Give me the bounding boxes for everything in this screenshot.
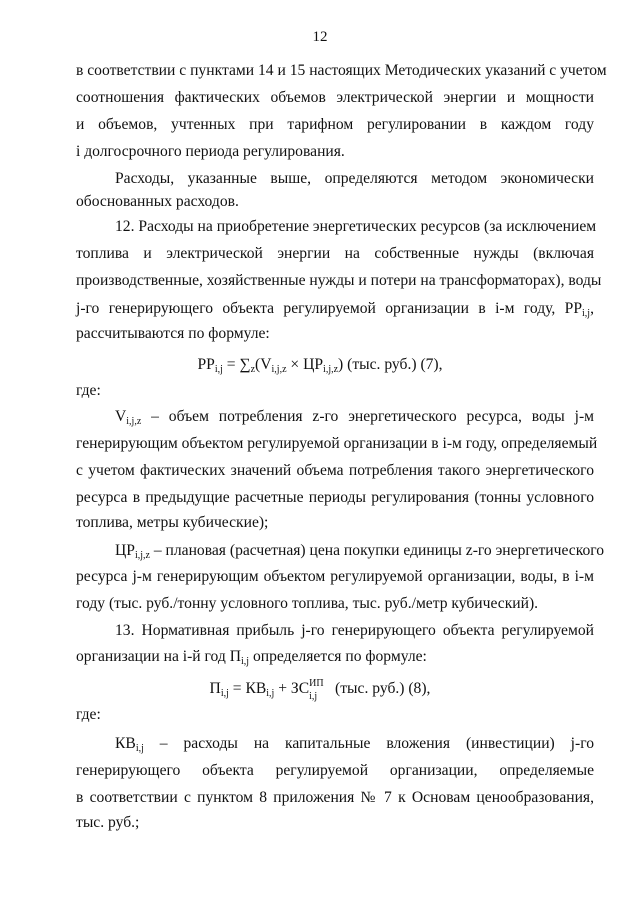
page-number: 12 [312, 29, 328, 45]
text-line: Расходы, указанные выше, определяются методом экономически [115, 170, 594, 187]
text-line: в соответствии с пунктом 8 приложения № 7 к Основам ценообразования, [76, 789, 594, 806]
text-line: производственные, хозяйственные нужды и потери на трансформаторах), воды [76, 272, 602, 289]
text-line: генерирующего объекта регулируемой организации, определяемые [76, 762, 594, 779]
paragraph-13-line: 13. Нормативная прибыль j-го генерирующего объекта регулируемой [115, 622, 594, 639]
text-line: генерирующим объектом регулируемой организации в i-м году, определяемый [76, 435, 598, 452]
text-line: и объемов, учтенных при тарифном регулировании в каждом году [76, 116, 594, 133]
text-line: организации на i-й год $П_{i,j}$ определяется по формуле: [76, 648, 427, 667]
definition-cr: $ЦР_{i,j,z}$ – плановая (расчетная) цена покупки единицы z-го энергетического [115, 542, 605, 561]
text-line: топлива, метры кубические); [76, 514, 269, 531]
text-line: в соответствии с пунктами 14 и 15 настоящих Методических указаний с учетом [76, 62, 607, 79]
text-line: обоснованных расходов. [76, 193, 239, 210]
text-line: j-го генерирующего объекта регулируемой организации в i-м году, $PP_{i,j}$, [76, 300, 594, 319]
text-line: соотношения фактических объемов электрической энергии и мощности [76, 89, 594, 106]
formula-7: $PP_{i,j} = \sum_z(V_{i,j,z} \times ЦР_{i,j,z})$ (тыс. руб.) (7), [197, 356, 443, 375]
text-line: рассчитываются по формуле: [76, 325, 270, 342]
text-line: топлива и электрической энергии на собственные нужды (включая [76, 245, 594, 262]
text-line: с учетом фактических значений объема потребления такого энергетического [76, 462, 594, 479]
text-line: тыс. руб.; [76, 814, 140, 831]
where-label: где: [76, 382, 101, 399]
definition-v: $V_{i,j,z}$ – объем потребления z-го энергетического ресурса, воды j-м [115, 408, 594, 427]
text-line: году (тыс. руб./тонну условного топлива, тыс. руб./метр кубический). [76, 595, 539, 612]
text-line: ресурса в предыдущие расчетные периоды регулирования (тонны условного [76, 489, 594, 506]
formula-8: $П_{i,j} = КВ_{i,j}$ + ЗС ИП i,j (тыс. руб.) (8), [209, 678, 431, 702]
where-label: где: [76, 706, 101, 723]
text-line: ресурса j-м генерирующим объектом регулируемой организации, воды, в i-м [76, 568, 594, 585]
superscript-subscript-stack: ИП i,j [309, 678, 324, 702]
definition-kv: $КВ_{i,j}$ – расходы на капитальные вложения (инвестиции) j-го [115, 735, 594, 754]
text-line: i долгосрочного периода регулирования. [76, 143, 345, 160]
paragraph-12-line: 12. Расходы на приобретение энергетических ресурсов (за исключением [115, 218, 597, 235]
